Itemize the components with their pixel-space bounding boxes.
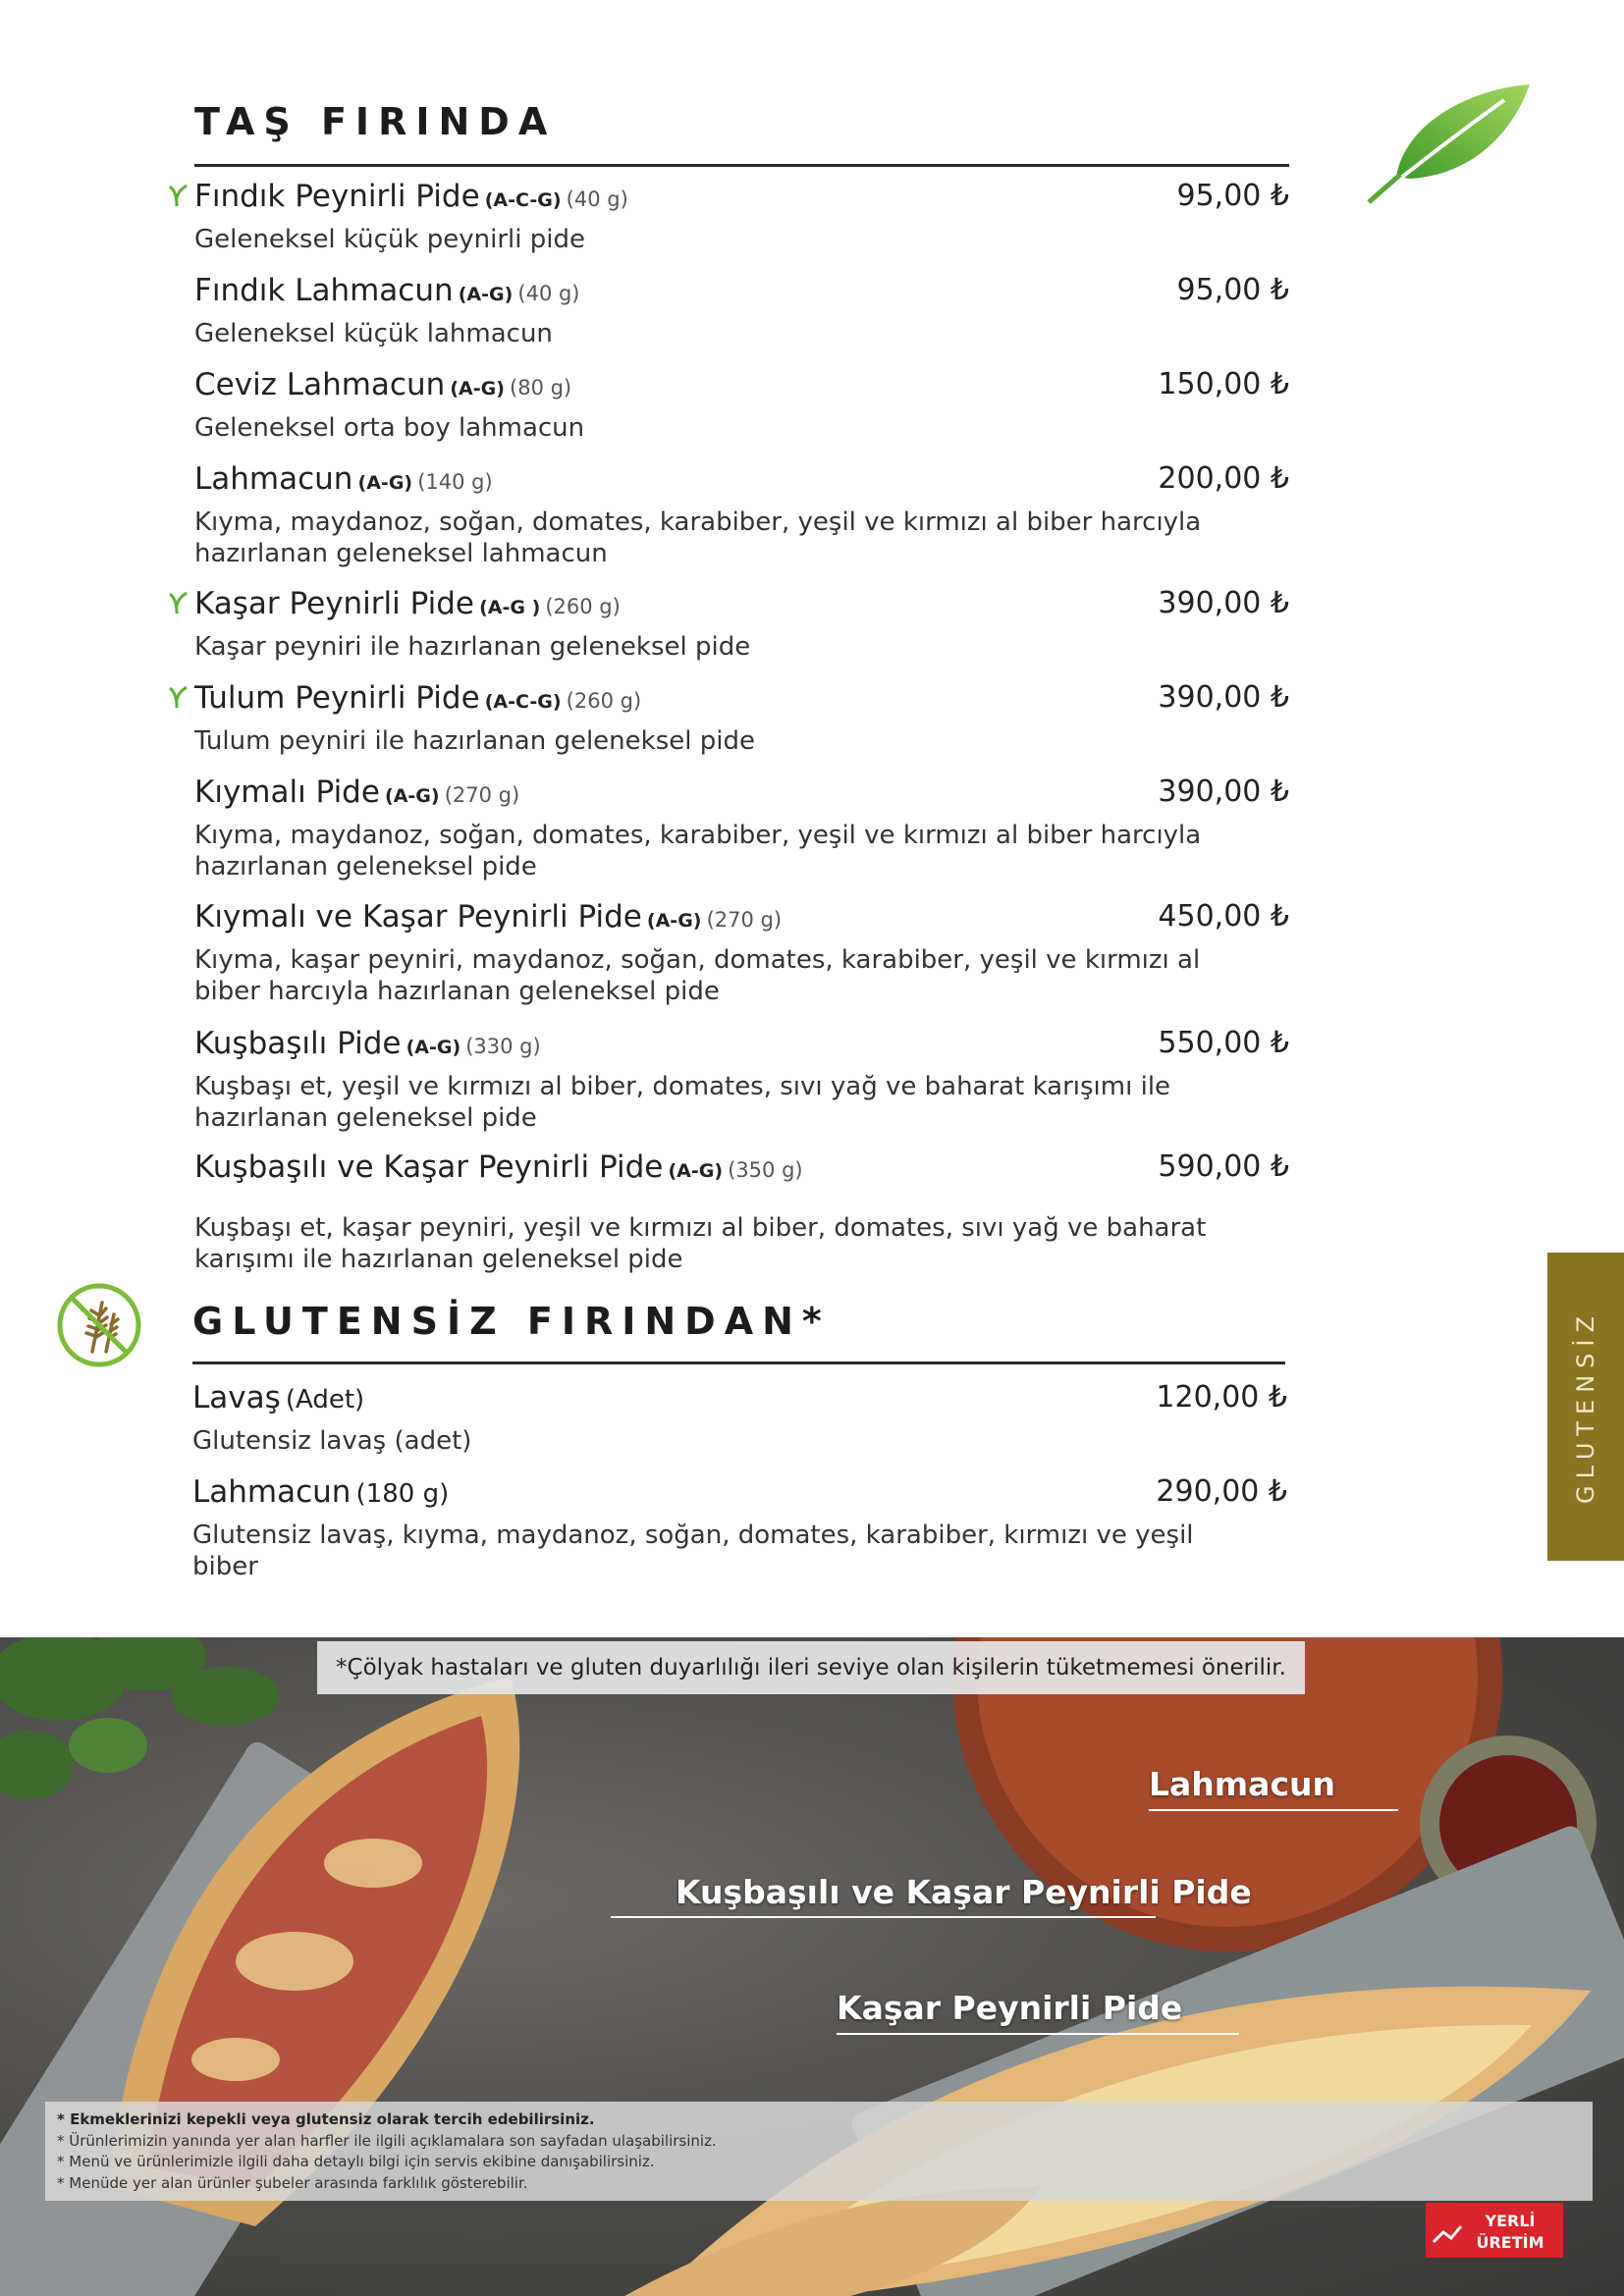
menu-item-price: 390,00 ₺ [1158, 586, 1289, 620]
portion-weight: (350 g) [728, 1158, 803, 1182]
portion-weight: (270 g) [444, 783, 520, 807]
menu-item [194, 586, 1289, 663]
allergen-codes: (A-G) [458, 284, 514, 305]
menu-item-price: 390,00 ₺ [1158, 774, 1289, 809]
allergen-codes: (A-G) [668, 1160, 724, 1182]
menu-item-header [194, 899, 1289, 942]
menu-item-description: Kıyma, maydanoz, soğan, domates, karabiber, yeşil ve kırmızı al biber harcıyla hazırlanan geleneksel lahmacun [194, 507, 1202, 568]
portion-weight: (40 g) [517, 282, 580, 305]
badge-line1: YERLİ [1485, 2212, 1536, 2230]
menu-item-price: 450,00 ₺ [1158, 899, 1289, 934]
menu-item-header [194, 273, 1289, 316]
portion-weight: (330 g) [465, 1035, 541, 1058]
menu-item-description: Kıyma, maydanoz, soğan, domates, karabiber, yeşil ve kırmızı al biber harcıyla hazırlanan geleneksel pide [194, 821, 1202, 881]
label-underline [611, 1916, 1156, 1918]
vegetarian-icon [167, 684, 189, 710]
menu-item-description: Kaşar peyniri ile hazırlanan geleneksel pide [194, 632, 751, 662]
menu-item-header [192, 1474, 1287, 1518]
menu-item-name: Kıymalı Pide [194, 774, 380, 810]
menu-item-header [194, 586, 1289, 629]
menu-item-name: Lahmacun [194, 461, 353, 497]
menu-item [192, 1474, 1287, 1582]
section-divider [192, 1362, 1285, 1364]
label-underline [837, 2033, 1239, 2035]
portion-weight: (270 g) [706, 908, 783, 932]
menu-item-description: Geleneksel orta boy lahmacun [194, 413, 585, 443]
menu-item-header [194, 680, 1289, 723]
menu-item-price: 95,00 ₺ [1176, 179, 1289, 213]
menu-item-header [194, 367, 1289, 410]
menu-item-name: Tulum Peynirli Pide [194, 680, 480, 716]
yerli-uretim-badge [1426, 2203, 1563, 2258]
menu-item-description: Kıyma, kaşar peyniri, maydanoz, soğan, domates, karabiber, yeşil ve kırmızı al biber harcıyla hazırlanan geleneksel pide [194, 945, 1201, 1006]
allergen-codes: (A-G) [406, 1037, 461, 1058]
menu-item [194, 1026, 1289, 1134]
menu-item [194, 1149, 1289, 1275]
section-divider [194, 164, 1289, 167]
photo-label-lahmacun: Lahmacun [1149, 1765, 1335, 1803]
menu-item-price: 95,00 ₺ [1176, 273, 1289, 307]
menu-item [194, 899, 1289, 1007]
glutensiz-side-tab[interactable] [1547, 1253, 1624, 1561]
menu-item [194, 461, 1289, 569]
menu-item-description: Glutensiz lavaş (adet) [192, 1426, 472, 1456]
menu-item-header [194, 1149, 1289, 1193]
menu-item-name: Kuşbaşılı ve Kaşar Peynirli Pide [194, 1149, 664, 1185]
photo-label-kusbasili: Kuşbaşılı ve Kaşar Peynirli Pide [676, 1873, 1252, 1911]
menu-item-price: 200,00 ₺ [1158, 461, 1289, 496]
footnote: * Menü ve ürünlerimizle ilgili daha detaylı bilgi için servis ekibine danışabilirsiniz. [57, 2153, 655, 2170]
allergen-codes: (A-C-G) [484, 189, 562, 211]
portion-weight: (260 g) [566, 689, 642, 713]
leaf-icon [1367, 80, 1532, 204]
menu-item [194, 273, 1289, 349]
menu-item-name: Fındık Lahmacun [194, 273, 454, 308]
menu-item-header [194, 1026, 1289, 1069]
menu-item-header [194, 179, 1289, 222]
menu-item [194, 179, 1289, 255]
menu-item [194, 774, 1289, 882]
allergen-codes: (A-G) [385, 785, 440, 807]
menu-item-price: 550,00 ₺ [1158, 1026, 1289, 1060]
vegetarian-icon [167, 590, 189, 615]
menu-item-header [194, 461, 1289, 505]
allergen-codes: (A-G ) [479, 597, 541, 618]
menu-item-name: Lahmacun [192, 1474, 352, 1510]
portion-weight: (140 g) [417, 470, 493, 494]
section-title-tas-firinda: TAŞ FIRINDA [194, 100, 557, 143]
portion-weight: (260 g) [545, 595, 621, 618]
menu-item-name: Kuşbaşılı Pide [194, 1026, 402, 1061]
portion-weight: (40 g) [566, 187, 628, 211]
menu-item-price: 290,00 ₺ [1156, 1474, 1287, 1509]
menu-item [194, 367, 1289, 444]
portion-weight: (Adet) [285, 1385, 365, 1415]
gluten-free-icon [55, 1281, 143, 1369]
menu-item-name: Kaşar Peynirli Pide [194, 586, 474, 621]
menu-item-description: Geleneksel küçük peynirli pide [194, 225, 585, 254]
photo-label-kasar: Kaşar Peynirli Pide [837, 1989, 1183, 2027]
menu-item-name: Lavaş [192, 1380, 281, 1415]
footnote: * Menüde yer alan ürünler şubeler arasında farklılık gösterebilir. [57, 2173, 528, 2192]
portion-weight: (180 g) [355, 1479, 450, 1509]
menu-item [192, 1380, 1287, 1457]
menu-item-name: Ceviz Lahmacun [194, 367, 446, 402]
menu-item-price: 150,00 ₺ [1158, 367, 1289, 401]
section-title-glutensiz: GLUTENSİZ FIRINDAN* [192, 1300, 831, 1343]
vegetarian-icon [167, 183, 189, 208]
menu-item-header [192, 1380, 1287, 1423]
footnotes [45, 2102, 1593, 2201]
menu-item-description: Kuşbaşı et, yeşil ve kırmızı al biber, domates, sıvı yağ ve baharat karışımı ile hazırlanan geleneksel pide [194, 1072, 1171, 1133]
allergen-codes: (A-C-G) [484, 691, 562, 713]
allergen-codes: (A-G) [357, 472, 413, 494]
allergen-codes: (A-G) [450, 378, 505, 400]
badge-line2: ÜRETİM [1476, 2233, 1544, 2252]
menu-item-price: 390,00 ₺ [1158, 680, 1289, 715]
portion-weight: (80 g) [510, 376, 572, 400]
menu-item-price: 120,00 ₺ [1156, 1380, 1287, 1415]
side-tab-label: GLUTENSİZ [1572, 1309, 1599, 1504]
menu-item-description: Kuşbaşı et, kaşar peyniri, yeşil ve kırmızı al biber, domates, sıvı yağ ve baharat karışımı ile hazırlanan geleneksel pide [194, 1213, 1207, 1274]
menu-item-header [194, 774, 1289, 818]
menu-item-description: Glutensiz lavaş, kıyma, maydanoz, soğan, domates, karabiber, kırmızı ve yeşil biber [192, 1521, 1194, 1581]
menu-item-name: Kıymalı ve Kaşar Peynirli Pide [194, 899, 642, 934]
footnote: * Ürünlerimizin yanında yer alan harfler ile ilgili açıklamalara son sayfadan ulaşabilirsiniz. [57, 2131, 717, 2150]
menu-item [194, 680, 1289, 757]
menu-item-description: Tulum peyniri ile hazırlanan geleneksel pide [194, 726, 755, 756]
label-underline [1149, 1809, 1398, 1811]
menu-item-description: Geleneksel küçük lahmacun [194, 319, 553, 348]
footnote: * Ekmeklerinizi kepekli veya glutensiz olarak tercih edebilirsiniz. [57, 2110, 595, 2128]
menu-item-price: 590,00 ₺ [1158, 1149, 1289, 1184]
allergen-codes: (A-G) [646, 910, 702, 932]
celiac-notice: *Çölyak hastaları ve gluten duyarlılığı ileri seviye olan kişilerin tüketmemesi önerilir. [317, 1641, 1305, 1694]
menu-item-name: Fındık Peynirli Pide [194, 179, 480, 214]
